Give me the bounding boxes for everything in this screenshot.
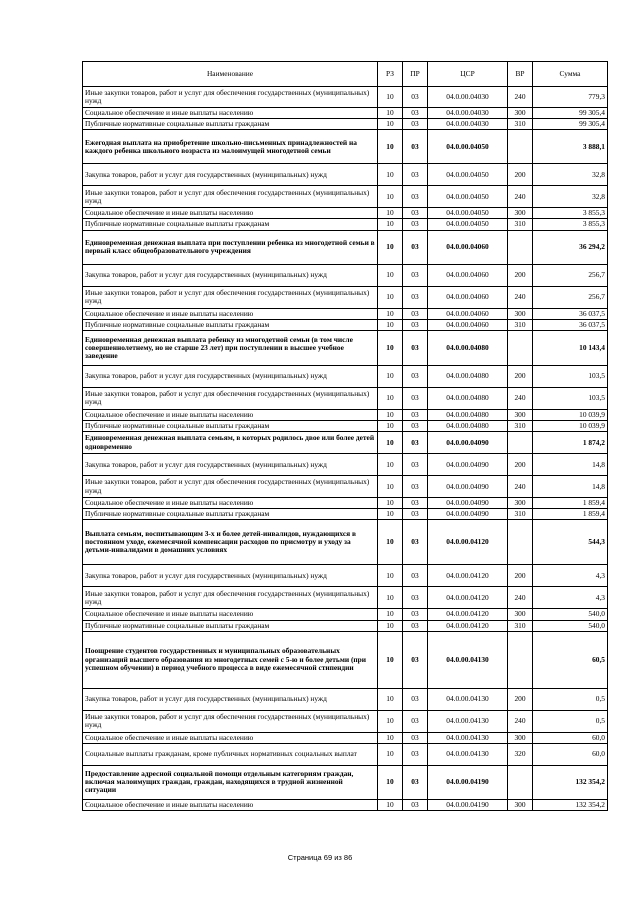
table-header-row (83, 62, 608, 87)
cell-vr: 200 (508, 688, 533, 710)
cell-name: Иные закупки товаров, работ и услуг для обеспечения государственных (муниципальных) нужд (83, 476, 378, 498)
cell-csr: 04.0.00.04120 (428, 620, 508, 631)
cell-pr: 03 (403, 365, 428, 387)
table-row (83, 432, 608, 454)
cell-rz: 10 (378, 330, 403, 365)
cell-rz: 10 (378, 365, 403, 387)
cell-name: Единовременная денежная выплата при поступлении ребенка из многодетной семьи в первый класс общеобразовательного учреждения (83, 230, 378, 264)
cell-sum: 0,5 (533, 710, 608, 732)
cell-csr: 04.0.00.04030 (428, 108, 508, 119)
cell-vr: 300 (508, 409, 533, 420)
cell-name: Публичные нормативные социальные выплаты гражданам (83, 119, 378, 130)
cell-name: Закупка товаров, работ и услуг для государственных (муниципальных) нужд (83, 365, 378, 387)
cell-pr: 03 (403, 409, 428, 420)
cell-csr: 04.0.00.04130 (428, 688, 508, 710)
cell-pr: 03 (403, 765, 428, 799)
table-row (83, 620, 608, 631)
cell-csr: 04.0.00.04060 (428, 319, 508, 330)
cell-sum: 1 859,4 (533, 509, 608, 520)
cell-csr: 04.0.00.04080 (428, 330, 508, 365)
cell-vr: 200 (508, 565, 533, 587)
cell-name: Иные закупки товаров, работ и услуг для обеспечения государственных (муниципальных) нужд (83, 587, 378, 609)
cell-vr: 310 (508, 620, 533, 631)
table-row (83, 688, 608, 710)
cell-sum: 103,5 (533, 387, 608, 409)
cell-sum: 14,8 (533, 476, 608, 498)
cell-name: Закупка товаров, работ и услуг для государственных (муниципальных) нужд (83, 264, 378, 286)
table-row (83, 387, 608, 409)
cell-rz: 10 (378, 620, 403, 631)
cell-csr: 04.0.00.04060 (428, 308, 508, 319)
cell-csr: 04.0.00.04090 (428, 509, 508, 520)
cell-name: Поощрение студентов государственных и муниципальных образовательных организаций высшего образования из многодетных семей с 5-ю и более детьми (при успешном обучении) в период учебного процесса в виде ежемесячной стипендии (83, 631, 378, 688)
cell-name: Социальное обеспечение и иные выплаты населению (83, 308, 378, 319)
header-csr: ЦСР (428, 62, 508, 87)
cell-name: Закупка товаров, работ и услуг для государственных (муниципальных) нужд (83, 164, 378, 186)
cell-name: Социальное обеспечение и иные выплаты населению (83, 732, 378, 743)
header-name: Наименование (83, 62, 378, 87)
cell-sum: 3 855,3 (533, 208, 608, 219)
cell-csr: 04.0.00.04130 (428, 710, 508, 732)
cell-pr: 03 (403, 743, 428, 765)
cell-pr: 03 (403, 454, 428, 476)
cell-rz: 10 (378, 509, 403, 520)
cell-sum: 544,3 (533, 520, 608, 565)
cell-sum: 60,0 (533, 743, 608, 765)
cell-vr (508, 631, 533, 688)
cell-rz: 10 (378, 432, 403, 454)
cell-vr: 240 (508, 587, 533, 609)
cell-vr: 200 (508, 264, 533, 286)
cell-rz: 10 (378, 264, 403, 286)
cell-name: Социальное обеспечение и иные выплаты населению (83, 208, 378, 219)
cell-sum: 0,5 (533, 688, 608, 710)
table-row (83, 454, 608, 476)
cell-pr: 03 (403, 87, 428, 108)
cell-sum: 10 039,9 (533, 409, 608, 420)
cell-rz: 10 (378, 87, 403, 108)
cell-vr: 240 (508, 87, 533, 108)
header-rz: РЗ (378, 62, 403, 87)
cell-rz: 10 (378, 609, 403, 620)
cell-name: Социальное обеспечение и иные выплаты населению (83, 108, 378, 119)
cell-pr: 03 (403, 208, 428, 219)
table-row (83, 365, 608, 387)
cell-sum: 36 037,5 (533, 308, 608, 319)
cell-sum: 36 037,5 (533, 319, 608, 330)
cell-csr: 04.0.00.04130 (428, 631, 508, 688)
table-row (83, 609, 608, 620)
cell-vr: 310 (508, 219, 533, 230)
cell-name: Социальное обеспечение и иные выплаты населению (83, 609, 378, 620)
cell-rz: 10 (378, 520, 403, 565)
cell-sum: 3 888,1 (533, 130, 608, 164)
cell-sum: 36 294,2 (533, 230, 608, 264)
cell-csr: 04.0.00.04050 (428, 164, 508, 186)
table-row (83, 509, 608, 520)
cell-rz: 10 (378, 319, 403, 330)
cell-name: Иные закупки товаров, работ и услуг для обеспечения государственных (муниципальных) нужд (83, 87, 378, 108)
cell-sum: 32,8 (533, 186, 608, 208)
cell-pr: 03 (403, 631, 428, 688)
cell-rz: 10 (378, 710, 403, 732)
cell-name: Публичные нормативные социальные выплаты гражданам (83, 420, 378, 431)
cell-pr: 03 (403, 520, 428, 565)
page-footer: Страница 69 из 86 (287, 853, 353, 862)
table-row (83, 498, 608, 509)
table-row (83, 765, 608, 799)
cell-rz: 10 (378, 587, 403, 609)
cell-name: Закупка товаров, работ и услуг для государственных (муниципальных) нужд (83, 688, 378, 710)
cell-pr: 03 (403, 286, 428, 308)
cell-csr: 04.0.00.04120 (428, 587, 508, 609)
cell-pr: 03 (403, 710, 428, 732)
cell-rz: 10 (378, 765, 403, 799)
cell-csr: 04.0.00.04050 (428, 186, 508, 208)
cell-csr: 04.0.00.04120 (428, 520, 508, 565)
cell-vr: 200 (508, 454, 533, 476)
cell-csr: 04.0.00.04120 (428, 565, 508, 587)
table-row (83, 230, 608, 264)
cell-pr: 03 (403, 498, 428, 509)
cell-vr (508, 520, 533, 565)
header-vr: ВР (508, 62, 533, 87)
table-row (83, 420, 608, 431)
cell-rz: 10 (378, 409, 403, 420)
header-sum: Сумма (533, 62, 608, 87)
cell-sum: 1 859,4 (533, 498, 608, 509)
cell-csr: 04.0.00.04120 (428, 609, 508, 620)
budget-table (82, 61, 608, 811)
cell-pr: 03 (403, 420, 428, 431)
cell-rz: 10 (378, 286, 403, 308)
table-row (83, 108, 608, 119)
cell-csr: 04.0.00.04050 (428, 130, 508, 164)
cell-rz: 10 (378, 119, 403, 130)
cell-vr: 240 (508, 286, 533, 308)
cell-vr: 300 (508, 108, 533, 119)
cell-vr (508, 230, 533, 264)
cell-csr: 04.0.00.04050 (428, 208, 508, 219)
cell-name: Публичные нормативные социальные выплаты гражданам (83, 219, 378, 230)
cell-rz: 10 (378, 476, 403, 498)
cell-name: Единовременная денежная выплата ребенку из многодетной семьи (в том числе совершеннолетнему, но не старше 23 лет) при поступлении в высшее учебное заведение (83, 330, 378, 365)
cell-pr: 03 (403, 476, 428, 498)
cell-pr: 03 (403, 186, 428, 208)
cell-rz: 10 (378, 743, 403, 765)
cell-vr: 300 (508, 609, 533, 620)
cell-pr: 03 (403, 319, 428, 330)
cell-name: Иные закупки товаров, работ и услуг для обеспечения государственных (муниципальных) нужд (83, 186, 378, 208)
cell-vr: 320 (508, 743, 533, 765)
cell-vr: 300 (508, 799, 533, 810)
cell-pr: 03 (403, 509, 428, 520)
cell-pr: 03 (403, 799, 428, 810)
cell-name: Иные закупки товаров, работ и услуг для обеспечения государственных (муниципальных) нужд (83, 387, 378, 409)
cell-csr: 04.0.00.04190 (428, 765, 508, 799)
header-pr: ПР (403, 62, 428, 87)
cell-csr: 04.0.00.04060 (428, 264, 508, 286)
table-row (83, 308, 608, 319)
table-body (83, 87, 608, 811)
cell-vr (508, 765, 533, 799)
cell-rz: 10 (378, 387, 403, 409)
cell-vr: 310 (508, 509, 533, 520)
table-row (83, 87, 608, 108)
cell-vr: 300 (508, 308, 533, 319)
table-row (83, 186, 608, 208)
cell-pr: 03 (403, 620, 428, 631)
cell-sum: 103,5 (533, 365, 608, 387)
cell-csr: 04.0.00.04060 (428, 230, 508, 264)
cell-pr: 03 (403, 609, 428, 620)
cell-name: Выплата семьям, воспитывающим 3-х и более детей-инвалидов, нуждающихся в постоянном уходе, ежемесячной компенсации расходов по присмотру и уходу за детьми-инвалидами в домашних условиях (83, 520, 378, 565)
cell-sum: 14,8 (533, 454, 608, 476)
table-row (83, 130, 608, 164)
cell-csr: 04.0.00.04080 (428, 409, 508, 420)
table-row (83, 565, 608, 587)
cell-rz: 10 (378, 219, 403, 230)
cell-pr: 03 (403, 688, 428, 710)
cell-rz: 10 (378, 186, 403, 208)
cell-sum: 4,3 (533, 565, 608, 587)
cell-rz: 10 (378, 799, 403, 810)
cell-rz: 10 (378, 565, 403, 587)
cell-rz: 10 (378, 688, 403, 710)
cell-sum: 132 354,2 (533, 765, 608, 799)
cell-pr: 03 (403, 130, 428, 164)
cell-name: Социальные выплаты гражданам, кроме публичных нормативных социальных выплат (83, 743, 378, 765)
cell-sum: 540,0 (533, 609, 608, 620)
cell-csr: 04.0.00.04190 (428, 799, 508, 810)
cell-rz: 10 (378, 164, 403, 186)
cell-vr: 300 (508, 732, 533, 743)
cell-vr (508, 432, 533, 454)
cell-name: Публичные нормативные социальные выплаты гражданам (83, 319, 378, 330)
cell-sum: 1 874,2 (533, 432, 608, 454)
cell-pr: 03 (403, 587, 428, 609)
table-row (83, 476, 608, 498)
cell-rz: 10 (378, 631, 403, 688)
cell-sum: 99 305,4 (533, 119, 608, 130)
cell-csr: 04.0.00.04080 (428, 387, 508, 409)
cell-sum: 132 354,2 (533, 799, 608, 810)
cell-sum: 540,0 (533, 620, 608, 631)
cell-rz: 10 (378, 230, 403, 264)
cell-csr: 04.0.00.04060 (428, 286, 508, 308)
cell-vr: 200 (508, 164, 533, 186)
cell-pr: 03 (403, 387, 428, 409)
cell-pr: 03 (403, 330, 428, 365)
cell-vr: 200 (508, 365, 533, 387)
cell-rz: 10 (378, 130, 403, 164)
cell-name: Иные закупки товаров, работ и услуг для обеспечения государственных (муниципальных) нужд (83, 710, 378, 732)
cell-sum: 256,7 (533, 264, 608, 286)
table-row (83, 319, 608, 330)
cell-sum: 10 039,9 (533, 420, 608, 431)
cell-rz: 10 (378, 308, 403, 319)
cell-pr: 03 (403, 108, 428, 119)
cell-name: Закупка товаров, работ и услуг для государственных (муниципальных) нужд (83, 454, 378, 476)
cell-rz: 10 (378, 108, 403, 119)
cell-sum: 3 855,3 (533, 219, 608, 230)
cell-sum: 99 305,4 (533, 108, 608, 119)
table-row (83, 743, 608, 765)
cell-pr: 03 (403, 219, 428, 230)
table-row (83, 164, 608, 186)
cell-vr: 240 (508, 186, 533, 208)
cell-vr: 300 (508, 498, 533, 509)
cell-name: Единовременная денежная выплата семьям, в которых родилось двое или более детей одновременно (83, 432, 378, 454)
cell-csr: 04.0.00.04030 (428, 87, 508, 108)
table-row (83, 631, 608, 688)
cell-name: Социальное обеспечение и иные выплаты населению (83, 409, 378, 420)
table-row (83, 286, 608, 308)
cell-name: Ежегодная выплата на приобретение школьно-письменных принадлежностей на каждого ребенка школьного возраста из малоимущей многодетной семьи (83, 130, 378, 164)
cell-vr (508, 130, 533, 164)
table-row (83, 264, 608, 286)
cell-vr: 310 (508, 319, 533, 330)
cell-rz: 10 (378, 454, 403, 476)
cell-rz: 10 (378, 498, 403, 509)
cell-pr: 03 (403, 264, 428, 286)
cell-vr (508, 330, 533, 365)
cell-pr: 03 (403, 164, 428, 186)
cell-pr: 03 (403, 732, 428, 743)
cell-name: Иные закупки товаров, работ и услуг для обеспечения государственных (муниципальных) нужд (83, 286, 378, 308)
cell-csr: 04.0.00.04090 (428, 498, 508, 509)
cell-rz: 10 (378, 420, 403, 431)
cell-csr: 04.0.00.04130 (428, 732, 508, 743)
cell-rz: 10 (378, 208, 403, 219)
cell-csr: 04.0.00.04130 (428, 743, 508, 765)
cell-csr: 04.0.00.04080 (428, 365, 508, 387)
cell-name: Закупка товаров, работ и услуг для государственных (муниципальных) нужд (83, 565, 378, 587)
table-row (83, 219, 608, 230)
cell-pr: 03 (403, 119, 428, 130)
cell-sum: 779,3 (533, 87, 608, 108)
cell-csr: 04.0.00.04090 (428, 476, 508, 498)
cell-sum: 256,7 (533, 286, 608, 308)
cell-name: Предоставление адресной социальной помощи отдельным категориям граждан, включая малоимущих граждан, граждан, находящихся в трудной жизненной ситуации (83, 765, 378, 799)
cell-vr: 240 (508, 476, 533, 498)
cell-sum: 4,3 (533, 587, 608, 609)
cell-name: Публичные нормативные социальные выплаты гражданам (83, 509, 378, 520)
cell-name: Социальное обеспечение и иные выплаты населению (83, 498, 378, 509)
cell-sum: 60,0 (533, 732, 608, 743)
cell-csr: 04.0.00.04090 (428, 432, 508, 454)
cell-sum: 10 143,4 (533, 330, 608, 365)
table-row (83, 208, 608, 219)
cell-sum: 60,5 (533, 631, 608, 688)
cell-vr: 300 (508, 208, 533, 219)
cell-name: Социальное обеспечение и иные выплаты населению (83, 799, 378, 810)
cell-vr: 240 (508, 710, 533, 732)
cell-vr: 310 (508, 119, 533, 130)
cell-vr: 310 (508, 420, 533, 431)
table-row (83, 520, 608, 565)
cell-pr: 03 (403, 432, 428, 454)
cell-csr: 04.0.00.04050 (428, 219, 508, 230)
cell-csr: 04.0.00.04030 (428, 119, 508, 130)
table-row (83, 119, 608, 130)
cell-pr: 03 (403, 308, 428, 319)
cell-csr: 04.0.00.04080 (428, 420, 508, 431)
cell-name: Публичные нормативные социальные выплаты гражданам (83, 620, 378, 631)
cell-vr: 240 (508, 387, 533, 409)
cell-pr: 03 (403, 565, 428, 587)
cell-csr: 04.0.00.04090 (428, 454, 508, 476)
table-row (83, 409, 608, 420)
cell-rz: 10 (378, 732, 403, 743)
table-row (83, 587, 608, 609)
cell-pr: 03 (403, 230, 428, 264)
table-row (83, 330, 608, 365)
table-row (83, 732, 608, 743)
table-row (83, 799, 608, 810)
table-row (83, 710, 608, 732)
cell-sum: 32,8 (533, 164, 608, 186)
